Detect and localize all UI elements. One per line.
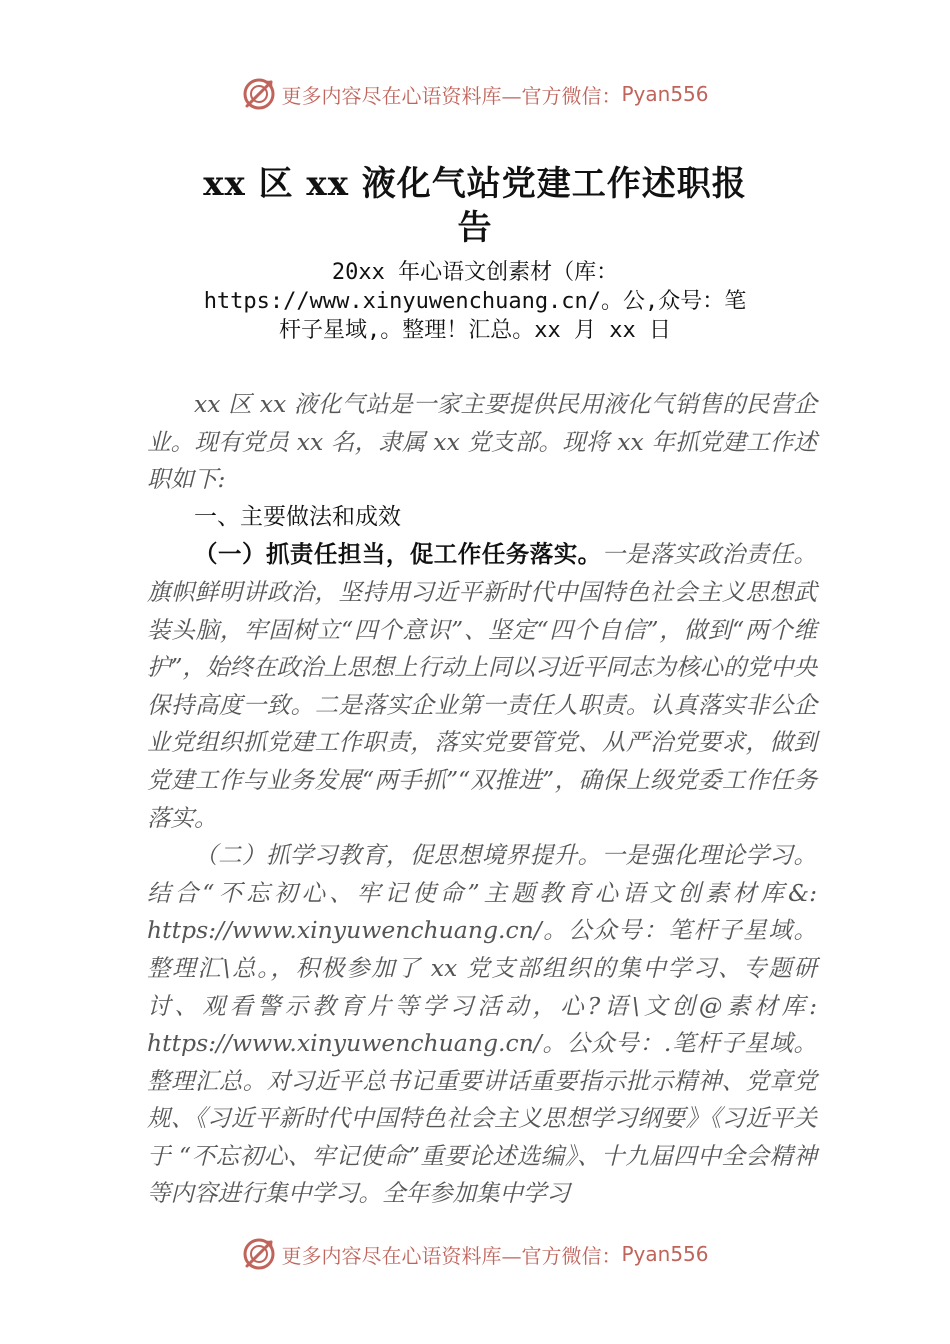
brand-logo-icon (241, 76, 277, 112)
banner-text: 更多内容尽在心语资料库—官方微信： (281, 83, 622, 108)
watermark-banner-top (0, 74, 950, 114)
intro-paragraph: xx 区 xx 液化气站是一家主要提供民用液化气销售的民营企业。现有党员 xx 名，隶属 xx 党支部。现将 xx 年抓党建工作述职如下: (147, 390, 817, 494)
watermark-banner-bottom (0, 1234, 950, 1274)
title-line-2: 告 (457, 208, 493, 248)
banner-wechat-id: Pyan556 (621, 1242, 709, 1266)
section-1-lead: （一）抓责任担当，促工作任务落实。 (194, 540, 602, 569)
title-line-1: xx 区 xx 液化气站党建工作述职报 (203, 164, 747, 204)
document-subtitle (150, 258, 800, 345)
section-1-text: 一是落实政治责任。旗帜鲜明讲政治，坚持用习近平新时代中国特色社会主义思想武装头脑，牢固树立“四个意识”、坚定“四个自信”，做到“两个维护”，始终在政治上思想上行动上同以习近平同志为核心的党中央保持高度一致。二是落实企业第一责任人职责。认真落实非公企业党组织抓党建工作职责，落实党要管党、从严治党要求，做到党建工作与业务发展“两手抓”“双推进”，确保上级党委工作任务落实。 (147, 540, 818, 832)
banner-text: 更多内容尽在心语资料库—官方微信： (281, 1243, 622, 1268)
section-1-paragraph (147, 536, 817, 837)
banner-wechat-id: Pyan556 (621, 82, 709, 106)
subtitle-line-1: 20xx 年心语文创素材（库： (331, 260, 619, 285)
subtitle-line-3: 杆子星域,。整理！汇总。xx 月 xx 日 (279, 318, 671, 343)
section-2-paragraph: （二）抓学习教育，促思想境界提升。一是强化理论学习。结合“不忘初心、牢记使命”主题教育心语文创素材库&: https://www.xinyuwenchuang.cn/。公众号：笔杆子星域。整理汇\总。，积极参加了 xx 党支部组织的集中学习、专题研讨、观看警示教育片等学习活动，心?语\文创@素材库: https://www.xinyuwenchuang.cn/。公众号：.笔杆子星域。整理汇总。对习近平总书记重要讲话重要指示批示精神、党章党规、《习近平新时代中国特色社会主义思想学习纲要》《习近平关于 “不忘初心、牢记使命”重要论述选编》、十九届四中全会精神等内容进行集中学习。全年参加集中学习 (147, 841, 817, 1208)
subtitle-line-2: https://www.xinyuwenchuang.cn/。公,众号：笔 (203, 289, 747, 314)
document-body (147, 386, 817, 1213)
section-heading-1: 一、主要做法和成效 (194, 503, 401, 530)
document-title (150, 162, 800, 250)
brand-logo-icon (241, 1236, 277, 1272)
